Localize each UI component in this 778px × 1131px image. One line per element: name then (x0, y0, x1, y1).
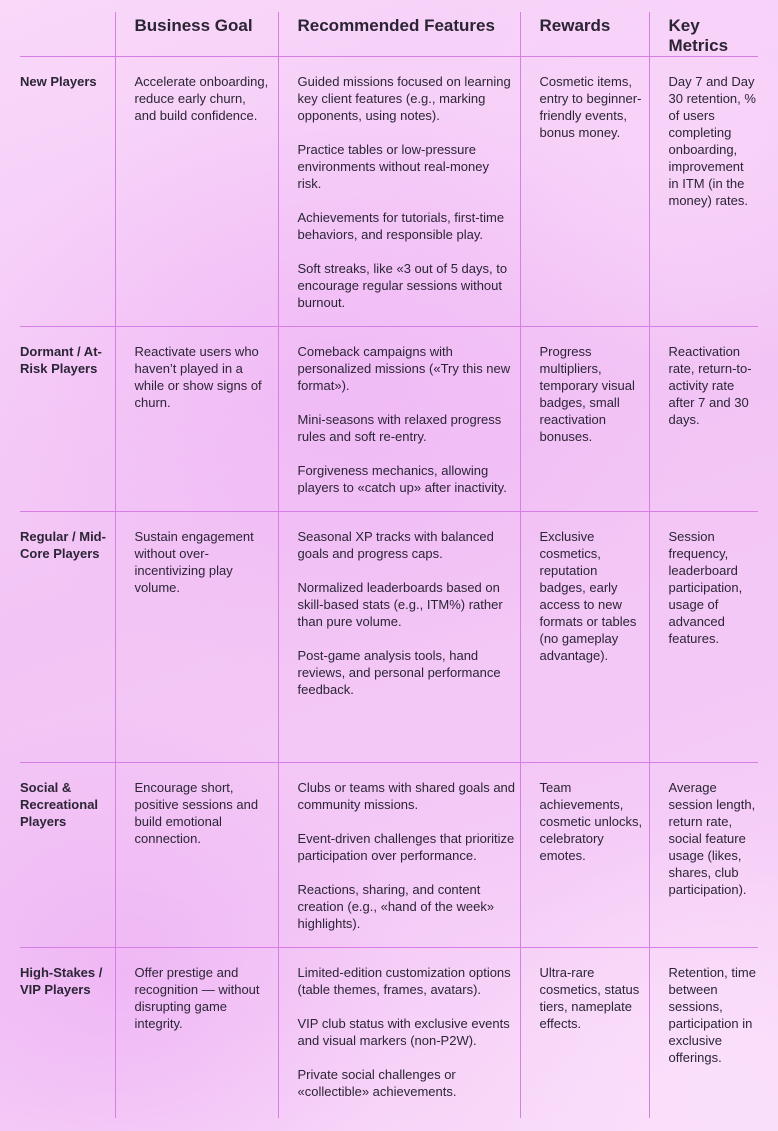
feature-item: Clubs or teams with shared goals and community missions. (297, 780, 516, 812)
feature-item: Limited-edition customization options (table themes, frames, avatars). (297, 965, 511, 997)
table-row-regular-players (20, 512, 758, 763)
table-row-dormant-players (20, 327, 758, 512)
feature-item: Normalized leaderboards based on skill-based stats (e.g., ITM%) rather than pure volume. (297, 580, 503, 629)
key-metrics-cell: Reactivation rate, return-to-activity rate after 7 and 30 days. (649, 327, 758, 512)
features-cell (278, 763, 520, 948)
feature-item: Post-game analysis tools, hand reviews, and personal performance feedback. (297, 648, 501, 697)
player-segments-table (20, 12, 758, 1118)
rewards-cell: Cosmetic items, entry to beginner-friendly events, bonus money. (520, 57, 649, 327)
feature-item: Seasonal XP tracks with balanced goals and progress caps. (297, 529, 494, 561)
rewards-cell: Exclusive cosmetics, reputation badges, early access to new formats or tables (no gameplay advantage). (520, 512, 649, 763)
features-cell (278, 57, 520, 327)
feature-item: Achievements for tutorials, first-time behaviors, and responsible play. (297, 210, 505, 242)
rewards-cell: Ultra-rare cosmetics, status tiers, nameplate effects. (520, 948, 649, 1118)
feature-item: Private social challenges or «collectible» achievements. (297, 1067, 457, 1099)
table-row-new-players (20, 57, 758, 327)
features-cell (278, 512, 520, 763)
segment-cell: High-Stakes / VIP Players (20, 948, 115, 1118)
business-goal-cell: Reactivate users who haven’t played in a while or show signs of churn. (115, 327, 278, 512)
header-rewards: Rewards (520, 12, 649, 57)
feature-item: Comeback campaigns with personalized missions («Try this new format»). (297, 344, 511, 393)
feature-item: Event-driven challenges that prioritize participation over performance. (297, 831, 515, 863)
key-metrics-cell: Day 7 and Day 30 retention, % of users completing onboarding, improvement in ITM (in the money) rates. (649, 57, 758, 327)
header-business-goal: Business Goal (115, 12, 278, 57)
business-goal-cell: Sustain engagement without over-incentivizing play volume. (115, 512, 278, 763)
segment-cell: Regular / Mid-Core Players (20, 512, 115, 763)
key-metrics-cell: Session frequency, leaderboard participation, usage of advanced features. (649, 512, 758, 763)
key-metrics-cell: Average session length, return rate, social feature usage (likes, shares, club participation). (649, 763, 758, 948)
header-key-metrics: Key Metrics (649, 12, 758, 57)
feature-item: Soft streaks, like «3 out of 5 days, to encourage regular sessions without burnout. (297, 261, 508, 310)
key-metrics-cell: Retention, time between sessions, participation in exclusive offerings. (649, 948, 758, 1118)
feature-item: Forgiveness mechanics, allowing players to «catch up» after inactivity. (297, 463, 507, 495)
table-row-vip-players (20, 948, 758, 1118)
segment-cell: Dormant / At-Risk Players (20, 327, 115, 512)
feature-item: Practice tables or low-pressure environments without real-money risk. (297, 142, 489, 191)
business-goal-cell: Encourage short, positive sessions and build emotional connection. (115, 763, 278, 948)
header-segment (20, 12, 115, 57)
feature-item: Mini-seasons with relaxed progress rules and soft re-entry. (297, 412, 502, 444)
feature-item: Reactions, sharing, and content creation (e.g., «hand of the week» highlights). (297, 882, 495, 931)
features-cell (278, 948, 520, 1118)
feature-item: Guided missions focused on learning key client features (e.g., marking opponents, using notes). (297, 74, 511, 123)
features-cell (278, 327, 520, 512)
segment-cell: Social & Recreational Players (20, 763, 115, 948)
feature-item: VIP club status with exclusive events and visual markers (non-P2W). (297, 1016, 510, 1048)
business-goal-cell: Accelerate onboarding, reduce early churn, and build confidence. (115, 57, 278, 327)
segment-cell: New Players (20, 57, 115, 327)
table-row-social-players (20, 763, 758, 948)
header-recommended-features: Recommended Features (278, 12, 520, 57)
table-header-row (20, 12, 758, 57)
business-goal-cell: Offer prestige and recognition — without disrupting game integrity. (115, 948, 278, 1118)
rewards-cell: Team achievements, cosmetic unlocks, celebratory emotes. (520, 763, 649, 948)
rewards-cell: Progress multipliers, temporary visual badges, small reactivation bonuses. (520, 327, 649, 512)
